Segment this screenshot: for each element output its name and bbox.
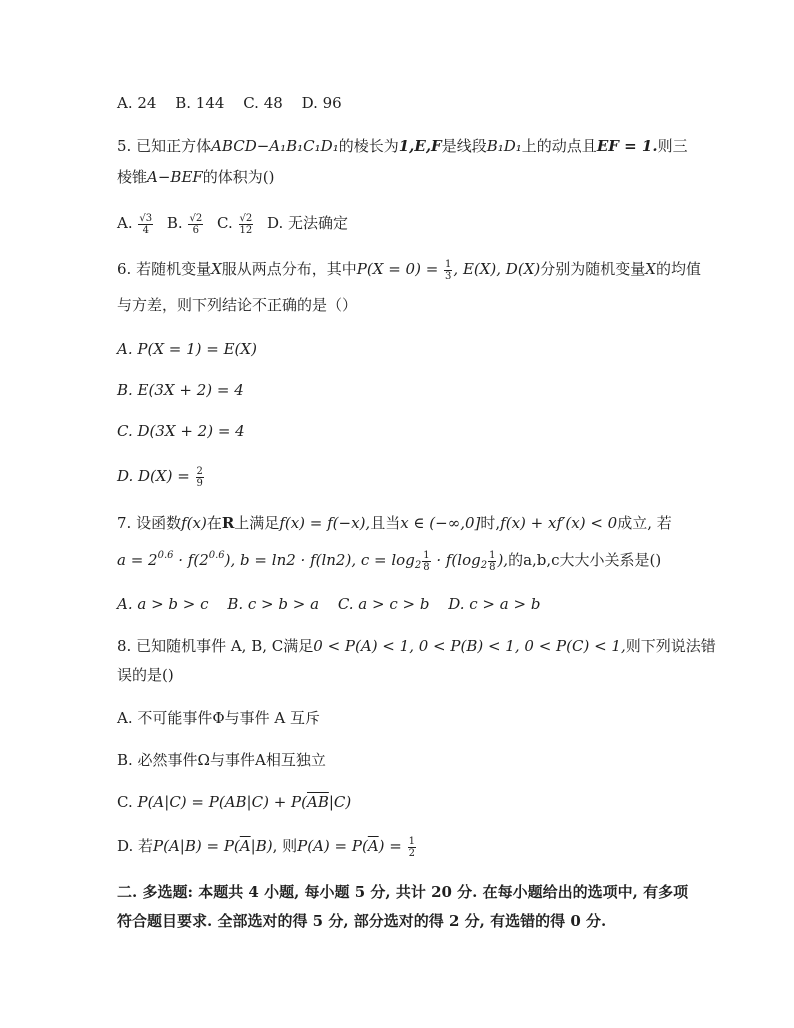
q6-stem-line1: [117, 258, 701, 282]
q6-math-prob: P(X = 0) = $\frac{1}{3}$ , E(X), D(X): [356, 258, 541, 282]
q7-math: f(x): [181, 514, 207, 532]
q5-math-pyramid: A−BEF: [147, 168, 203, 186]
q7-text: 在: [206, 514, 222, 532]
q7-stem-line2: [117, 545, 661, 577]
q6-option-b: B. E(3X + 2) = 4: [117, 381, 244, 399]
q5-stem-line1: [117, 135, 688, 157]
q7-option-b: B. c > b > a: [227, 595, 320, 613]
q6-option-c: C. D(3X + 2) = 4: [117, 422, 245, 440]
q6-option-a: A. P(X = 1) = E(X): [117, 340, 257, 358]
q7-text: 且当: [370, 514, 401, 532]
q7-text: 7. 设函数: [117, 514, 182, 532]
q4-option-b: B. 144: [175, 94, 225, 112]
q7-stem-line1: [117, 512, 672, 534]
q6-text: 服从两点分布，其中: [221, 260, 357, 278]
q7-math: f(x) + xf′(x) < 0: [500, 514, 618, 532]
q8-option-d: D. 若$P(A|B) = P(\overline{A}|B)$, 则$P(A) = P(\overline{A})$ = $\frac{1}{2}$: [117, 835, 415, 859]
q8-stem-line2: 误的是(): [117, 666, 174, 684]
q5-text: 的体积为(): [202, 168, 275, 186]
q5-math-segment: B₁D₁: [486, 137, 522, 155]
q6-text: 的均值: [655, 260, 701, 278]
q7-option-c: C. a > c > b: [337, 595, 430, 613]
q4-option-a: A. 24: [117, 94, 157, 112]
q5-option-a-label: A.: [117, 214, 133, 232]
q5-text: 是线段: [441, 137, 487, 155]
q5-text: 棱锥: [117, 168, 148, 186]
q4-option-d: D. 96: [301, 94, 342, 112]
q4-options: [117, 92, 356, 114]
q7-option-d: D. c > a > b: [448, 595, 541, 613]
q7-text: 的a,b,c大大小关系是(): [508, 551, 662, 569]
q5-option-c-frac: $\frac{√2}{12}$: [239, 212, 253, 236]
q7-math: f(x) = f(−x),: [279, 514, 371, 532]
q7-math: R: [221, 514, 235, 532]
q5-math-cube: ABCD−A₁B₁C₁D₁: [211, 137, 339, 155]
q5-option-b-label: B.: [166, 214, 183, 232]
q4-option-c: C. 48: [243, 94, 283, 112]
q7-option-a: A. a > b > c: [117, 595, 209, 613]
section2-line1: 二. 多选题: 本题共 4 小题, 每小题 5 分, 共计 20 分. 在每小题给出的选项中, 有多项: [117, 883, 689, 901]
q7-math-abc: $a = 2^{0.6} \cdot f(2^{0.6})$, b = ln2 · f(ln2), $c = \log_2$ $\frac{1}{8}$ · $f(\log_2$ $\frac{1}{8}$ ),: [117, 549, 509, 573]
q5-text: 的棱长为: [338, 137, 399, 155]
q5-stem-line2: [117, 166, 275, 188]
q5-text: 则三: [657, 137, 688, 155]
q8-math: 0 < P(A) < 1, 0 < P(B) < 1, 0 < P(C) < 1,: [313, 637, 626, 655]
section2-line2: 符合题目要求. 全部选对的得 5 分, 部分选对的得 2 分, 有选错的得 0 分.: [117, 912, 607, 930]
q7-options: [117, 593, 554, 615]
q5-options: [117, 212, 348, 236]
q5-option-c-label: C.: [217, 214, 233, 232]
q8-text: 8. 已知随机事件 A, B, C满足: [117, 637, 314, 655]
q6-option-d: D. D(X) = $\frac{2}{9}$: [117, 465, 203, 489]
q5-option-d: D. 无法确定: [267, 214, 349, 232]
q6-text: 分别为随机变量: [540, 260, 646, 278]
q8-text: 则下列说法错: [625, 637, 716, 655]
q5-option-b-frac: $\frac{√2}{6}$: [189, 212, 203, 236]
q5-math-ef: EF = 1.: [596, 137, 658, 155]
q7-text: 上满足: [234, 514, 280, 532]
q8-stem-line1: [117, 635, 716, 657]
q5-text: 上的动点且: [521, 137, 597, 155]
q6-math: X: [211, 260, 222, 278]
q8-option-b: B. 必然事件Ω与事件A相互独立: [117, 751, 326, 769]
q6-stem-line2: 与方差，则下列结论不正确的是（）: [117, 296, 358, 314]
q5-math-points: 1,E,F: [398, 137, 442, 155]
q7-text: 成立, 若: [617, 514, 672, 532]
q6-text: 6. 若随机变量: [117, 260, 212, 278]
q8-option-c: C. $P(A|C) = P(AB|C) + P(\overline{AB}|C)$: [117, 793, 352, 811]
q5-stem-text: 5. 已知正方体: [117, 137, 212, 155]
q6-math: X: [645, 260, 656, 278]
q7-math: x ∈ (−∞,0]: [400, 514, 481, 532]
q7-text: 时,: [480, 514, 501, 532]
q5-option-a-frac: $\frac{√3}{4}$: [139, 212, 153, 236]
q8-option-a: A. 不可能事件Φ与事件 A 互斥: [117, 709, 321, 727]
